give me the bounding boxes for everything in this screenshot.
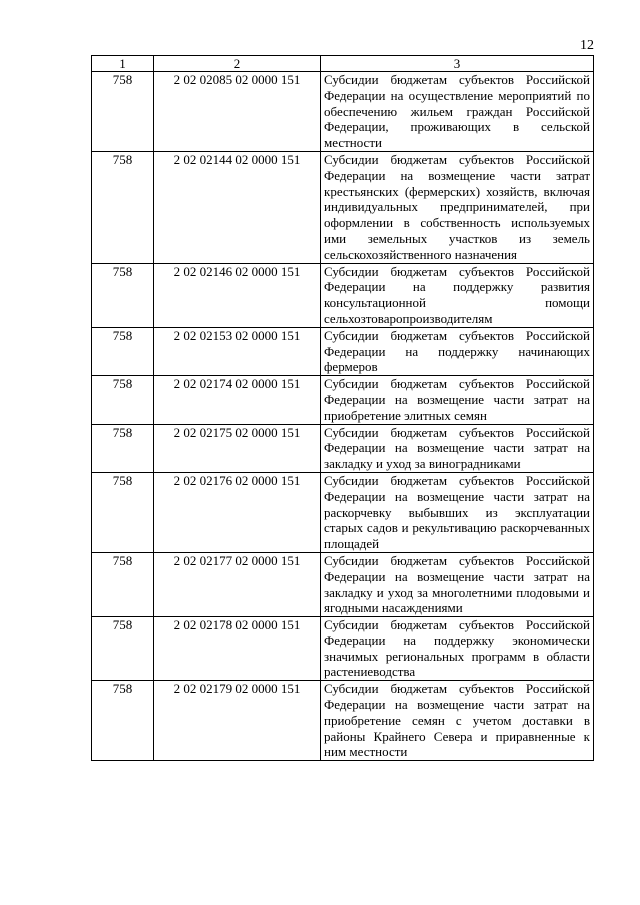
budget-code-cell: 2 02 02176 02 0000 151 bbox=[154, 472, 321, 552]
admin-code-cell: 758 bbox=[92, 376, 154, 424]
admin-code-cell: 758 bbox=[92, 552, 154, 616]
admin-code-cell: 758 bbox=[92, 617, 154, 681]
description-cell: Субсидии бюджетам субъектов Российской Федерации на возмещение части затрат на раскорчевку выбывших из эксплуатации старых садов и рекультивацию раскорчеванных площадей bbox=[321, 472, 594, 552]
budget-code-cell: 2 02 02178 02 0000 151 bbox=[154, 617, 321, 681]
budget-code-cell: 2 02 02085 02 0000 151 bbox=[154, 72, 321, 152]
description-cell: Субсидии бюджетам субъектов Российской Федерации на возмещение части затрат на приобретение семян с учетом доставки в районы Крайнего Севера и приравненные к ним местности bbox=[321, 681, 594, 761]
budget-code-cell: 2 02 02177 02 0000 151 bbox=[154, 552, 321, 616]
description-cell: Субсидии бюджетам субъектов Российской Федерации на возмещение части затрат крестьянских (фермерских) хозяйств, включая индивидуальных предпринимателей, при оформлении в собственность используемых ими земельных участков из земель сельскохозяйственного назначения bbox=[321, 151, 594, 263]
budget-classification-table bbox=[91, 55, 594, 761]
table-row bbox=[92, 472, 594, 552]
admin-code-cell: 758 bbox=[92, 424, 154, 472]
budget-code-cell: 2 02 02144 02 0000 151 bbox=[154, 151, 321, 263]
budget-code-cell: 2 02 02175 02 0000 151 bbox=[154, 424, 321, 472]
admin-code-cell: 758 bbox=[92, 472, 154, 552]
budget-code-cell: 2 02 02153 02 0000 151 bbox=[154, 327, 321, 375]
description-cell: Субсидии бюджетам субъектов Российской Федерации на возмещение части затрат на закладку и уход за виноградниками bbox=[321, 424, 594, 472]
column-header-2: 2 bbox=[154, 56, 321, 72]
table-row bbox=[92, 72, 594, 152]
table-row bbox=[92, 681, 594, 761]
table-row bbox=[92, 424, 594, 472]
page-number: 12 bbox=[580, 38, 594, 53]
table-row bbox=[92, 151, 594, 263]
description-cell: Субсидии бюджетам субъектов Российской Федерации на осуществление мероприятий по обеспечению жильем граждан Российской Федерации, проживающих в сельской местности bbox=[321, 72, 594, 152]
admin-code-cell: 758 bbox=[92, 263, 154, 327]
budget-code-cell: 2 02 02174 02 0000 151 bbox=[154, 376, 321, 424]
description-cell: Субсидии бюджетам субъектов Российской Федерации на поддержку экономически значимых региональных программ в области растениеводства bbox=[321, 617, 594, 681]
description-cell: Субсидии бюджетам субъектов Российской Федерации на возмещение части затрат на приобретение элитных семян bbox=[321, 376, 594, 424]
column-header-3: 3 bbox=[321, 56, 594, 72]
table-row bbox=[92, 617, 594, 681]
table-row bbox=[92, 327, 594, 375]
table-row bbox=[92, 263, 594, 327]
table-row bbox=[92, 552, 594, 616]
admin-code-cell: 758 bbox=[92, 681, 154, 761]
table-row bbox=[92, 376, 594, 424]
description-cell: Субсидии бюджетам субъектов Российской Федерации на поддержку развития консультационной помощи сельхозтоваропроизводителям bbox=[321, 263, 594, 327]
table-header-row bbox=[92, 56, 594, 72]
admin-code-cell: 758 bbox=[92, 327, 154, 375]
budget-code-cell: 2 02 02146 02 0000 151 bbox=[154, 263, 321, 327]
admin-code-cell: 758 bbox=[92, 72, 154, 152]
column-header-1: 1 bbox=[92, 56, 154, 72]
description-cell: Субсидии бюджетам субъектов Российской Федерации на поддержку начинающих фермеров bbox=[321, 327, 594, 375]
description-cell: Субсидии бюджетам субъектов Российской Федерации на возмещение части затрат на закладку и уход за многолетними плодовыми и ягодными насаждениями bbox=[321, 552, 594, 616]
admin-code-cell: 758 bbox=[92, 151, 154, 263]
budget-code-cell: 2 02 02179 02 0000 151 bbox=[154, 681, 321, 761]
